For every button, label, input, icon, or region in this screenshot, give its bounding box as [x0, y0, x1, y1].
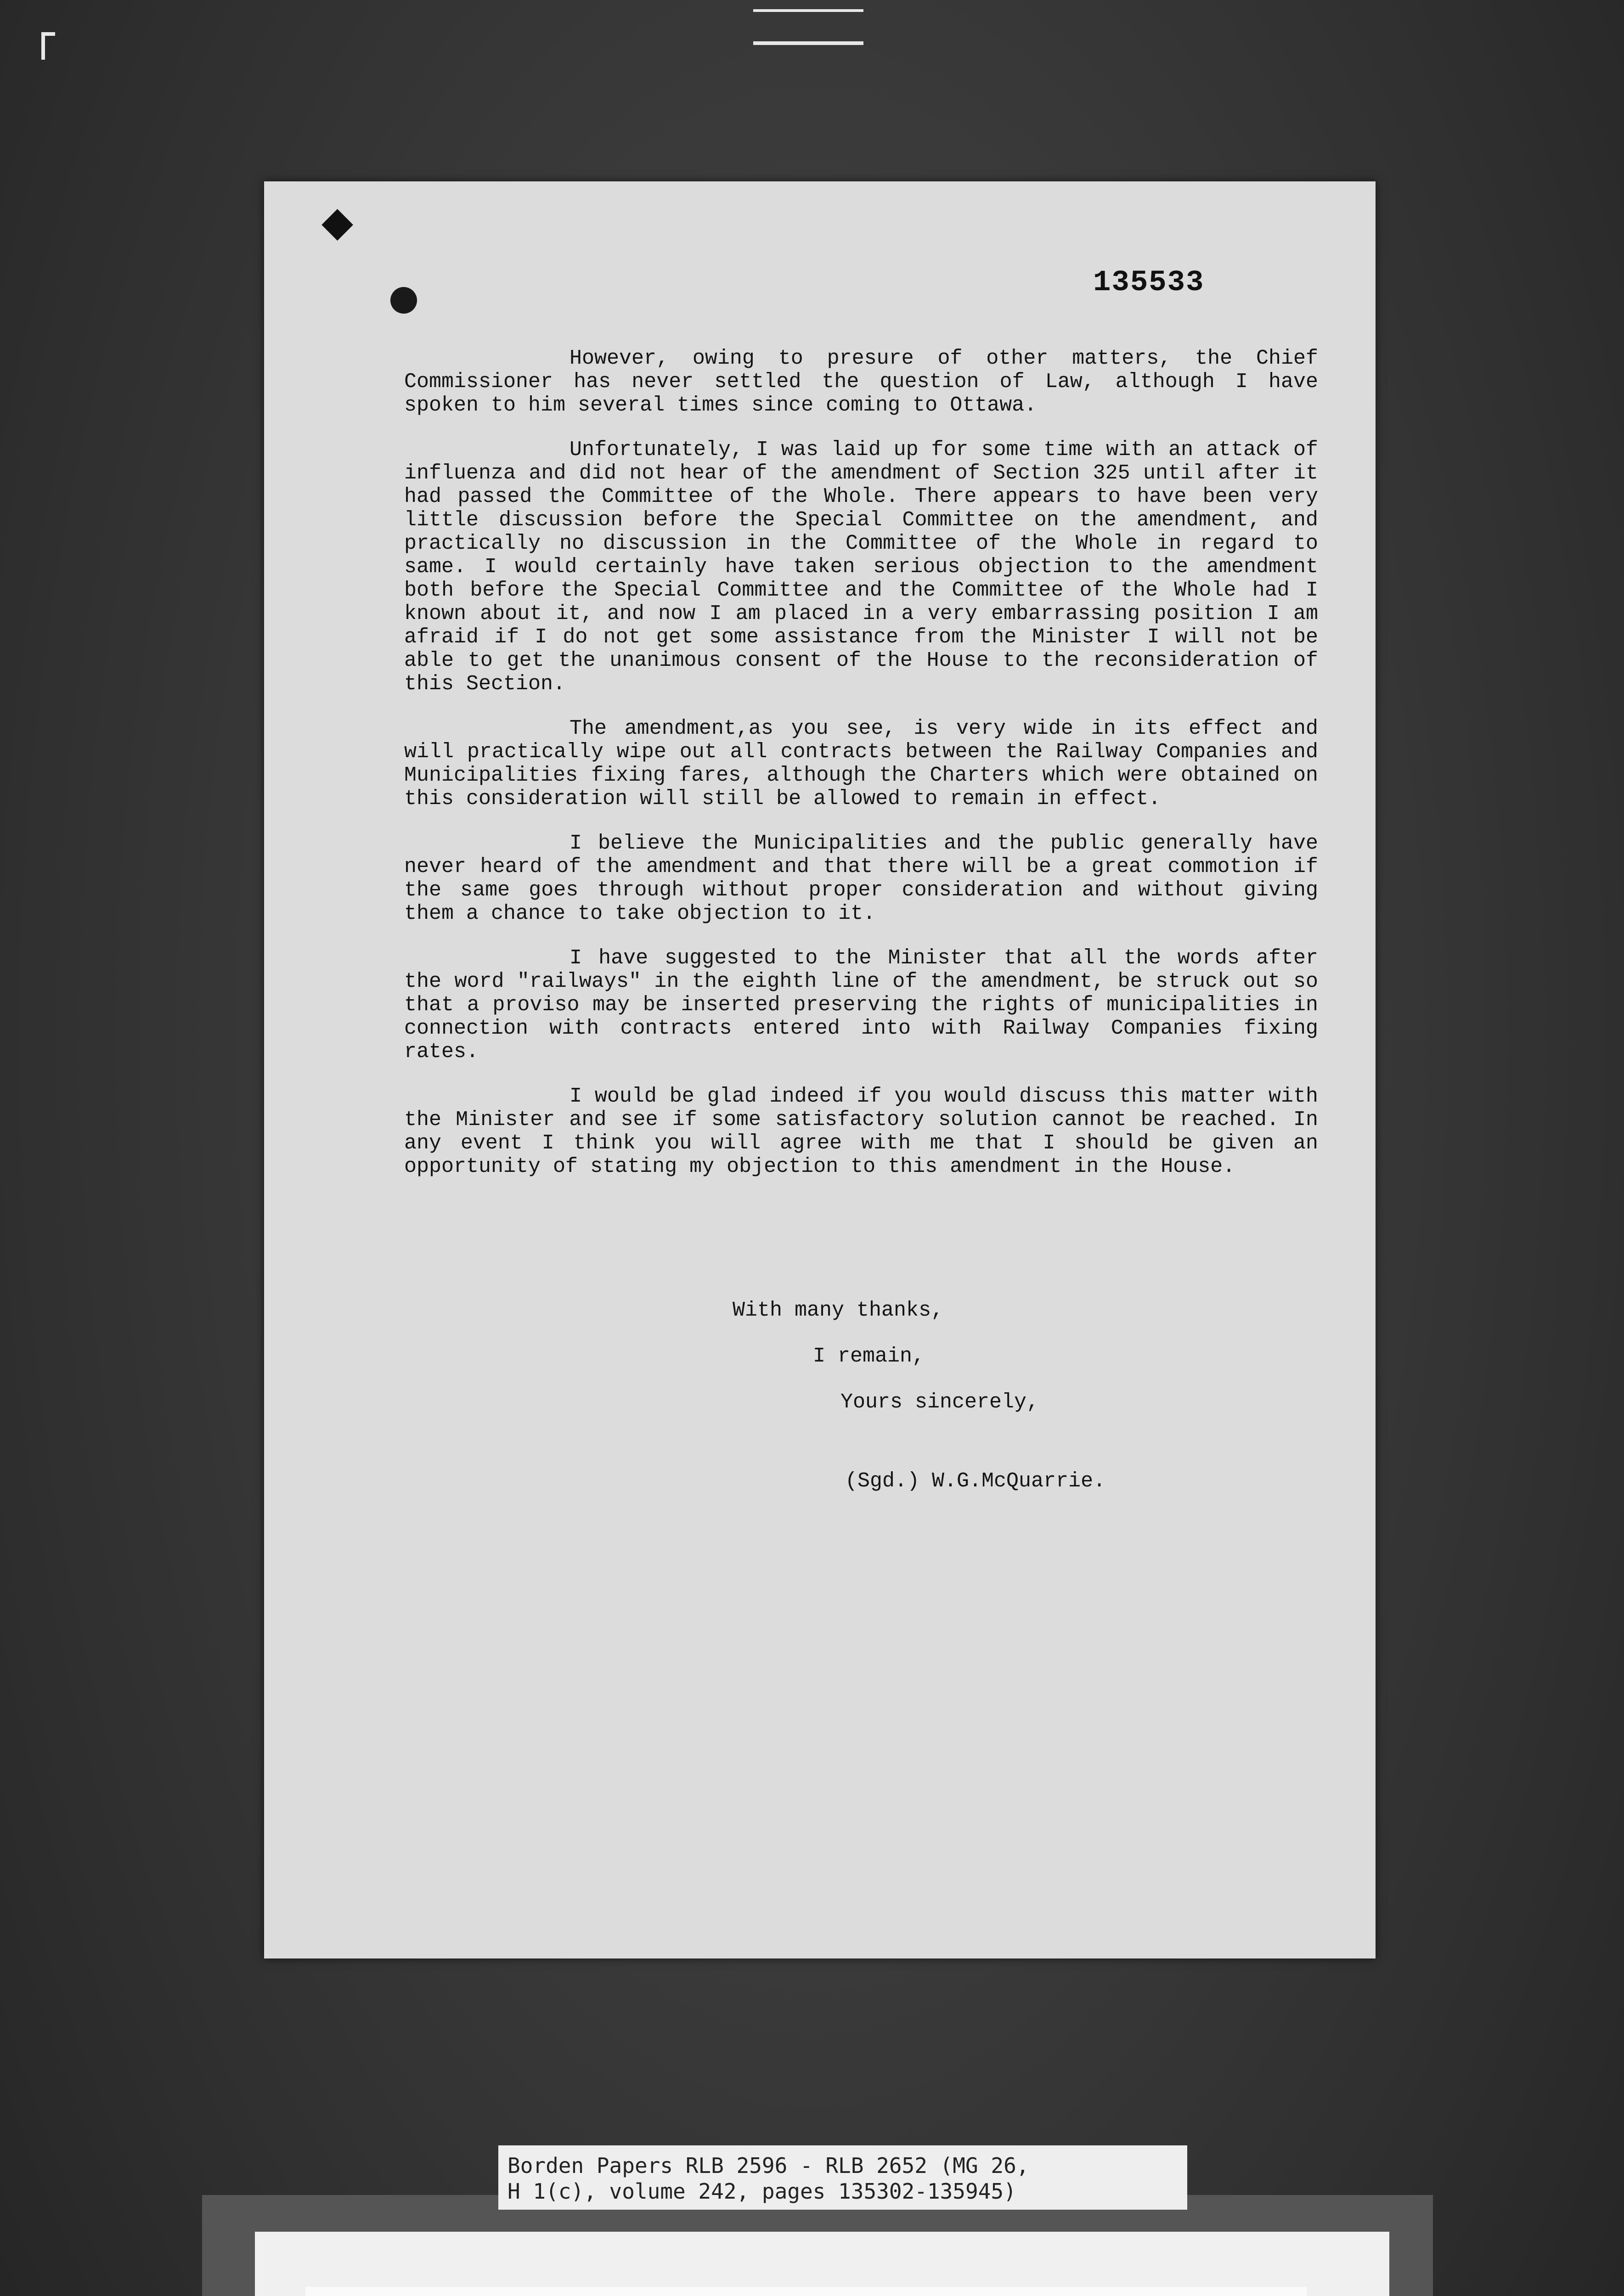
signature: (Sgd.) W.G.McQuarrie. — [845, 1469, 1106, 1493]
film-edge-mark — [41, 32, 45, 60]
reference-label — [498, 2145, 1187, 2210]
archive-card-inner — [305, 2287, 1307, 2296]
reference-line-2: H 1(c), volume 242, pages 135302-135945) — [508, 2179, 1016, 2204]
paragraph: The amendment,as you see, is very wide in its effect and will practically wipe out all contracts between the Railway Companies and Municipalities fixing fares, although the Charters which were obtained on this consideration will still be allowed to remain in effect. — [404, 717, 1318, 810]
paragraph: I believe the Municipalities and the public generally have never heard of the amendment and that there will be a great commotion if the same goes through without proper consideration and without giving them a chance to take objection to it. — [404, 832, 1318, 925]
film-edge-mark — [41, 32, 55, 36]
closing-sincerely: Yours sincerely, — [840, 1390, 1039, 1414]
page-number: 135533 — [1093, 266, 1205, 299]
paragraph: I would be glad indeed if you would discuss this matter with the Minister and see if some satisfactory solution cannot be reached. In any event I think you will agree with me that I should be given an opportunity of stating my objection to this amendment in the House. — [404, 1085, 1318, 1178]
punch-hole — [390, 287, 417, 314]
corner-ink-mark: ◆ — [321, 197, 354, 246]
paragraph: However, owing to presure of other matters, the Chief Commissioner has never settled the question of Law, although I have spoken to him several times since coming to Ottawa. — [404, 347, 1318, 417]
film-edge-mark — [753, 41, 863, 45]
reference-line-1: Borden Papers RLB 2596 - RLB 2652 (MG 26, — [508, 2153, 1029, 2178]
paragraph: I have suggested to the Minister that all the words after the word "railways" in the eighth line of the amendment, be struck out so that a proviso may be inserted preserving the rights of municipalities in connection with contracts entered into with Railway Companies fixing rates. — [404, 946, 1318, 1064]
film-edge-mark — [753, 9, 863, 12]
letter-body — [404, 347, 1318, 1199]
closing-remain: I remain, — [813, 1345, 925, 1368]
closing-thanks: With many thanks, — [733, 1299, 944, 1322]
archive-card — [255, 2232, 1389, 2296]
paragraph: Unfortunately, I was laid up for some time with an attack of influenza and did not hear of the amendment of Section 325 until after it had passed the Committee of the Whole. There appears to have been very little discussion before the Special Committee on the amendment, and practically no discussion in the Committee of the Whole in regard to same. I would certainly have taken serious objection to the amendment both before the Special Committee and the Committee of the Whole had I known about it, and now I am placed in a very embarrassing position I am afraid if I do not get some assistance from the Minister I will not be able to get the unanimous consent of the House to the reconsideration of this Section. — [404, 438, 1318, 696]
